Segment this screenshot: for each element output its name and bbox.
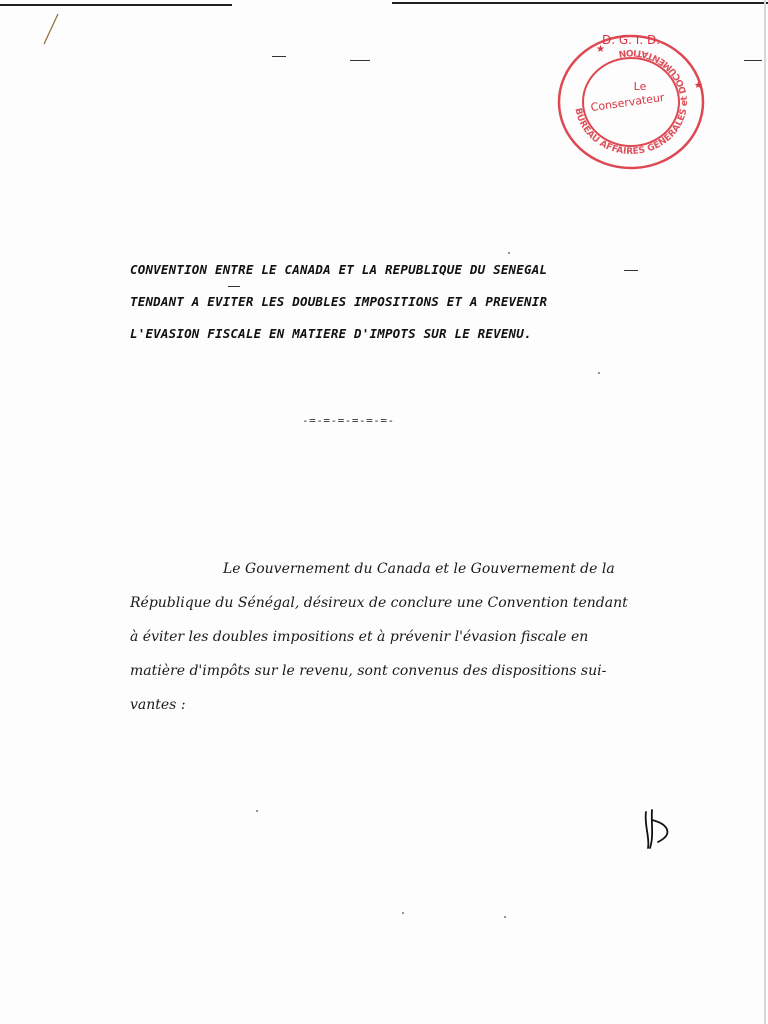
paper-speck [508,252,510,254]
stamp-center-line1: Le [633,80,647,93]
page-right-edge [764,0,766,1024]
preamble-line: Le Gouvernement du Canada et le Gouvernement de la [223,561,615,577]
preamble-paragraph [130,552,740,722]
stamp-top-text: D. G. I. D. [601,33,661,47]
stamp-seal [548,28,714,176]
dash-mark [350,60,370,61]
document-title [130,254,650,350]
dash-mark [744,60,762,61]
paper-speck [598,372,600,374]
svg-text:BUREAU AFFAIRES GÉNÉRALES et D: BUREAU AFFAIRES GÉNÉRALES et DOCUMENTATION [572,46,691,158]
title-line: CONVENTION ENTRE LE CANADA ET LA REPUBLIQUE DU SENEGAL [130,262,548,277]
page-top-edge-right [392,2,768,4]
title-line: TENDANT A EVITER LES DOUBLES IMPOSITIONS ET A PREVENIR [130,294,548,309]
preamble-line: République du Sénégal, désireux de conclure une Convention tendant [130,595,628,611]
title-separator: -=-=-=-=-=-=- [302,414,395,427]
preamble-line: matière d'impôts sur le revenu, sont convenus des dispositions sui- [130,663,607,679]
dash-mark [272,56,286,57]
official-stamp [548,28,714,176]
page-top-edge-left [0,4,232,6]
stamp-center-line2: Conservateur [589,90,666,115]
paper-speck [504,916,506,918]
paper-speck [256,810,258,812]
pencil-mark [36,10,66,50]
title-line: L'EVASION FISCALE EN MATIERE D'IMPOTS SUR LE REVENU. [130,326,532,341]
preamble-line: à éviter les doubles impositions et à prévenir l'évasion fiscale en [130,629,589,645]
handwritten-initials [638,808,678,852]
paper-speck [402,912,404,914]
star-icon: ★ [596,44,605,55]
preamble-line: vantes : [130,697,186,713]
star-icon: ★ [694,81,703,91]
